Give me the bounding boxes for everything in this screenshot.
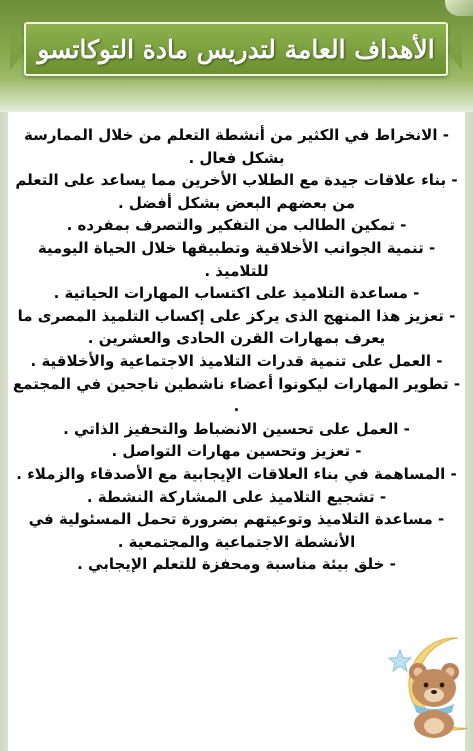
goal-item: - تعزيز هذا المنهج الذى يركز على إكساب التلميذ المصرى ما يعرف بمهارات القرن الحادى والعشرين . [17, 306, 456, 348]
goal-item: - تمكين الطالب من التفكير والتصرف بمفرده . [66, 216, 407, 235]
goal-item: - بناء علاقات جيدة مع الطلاب الأخرين مما يساعد على التعلم من بعضهم البعض بشكل أفضل . [15, 171, 458, 212]
goals-list [10, 124, 463, 576]
goal-item: - مساعدة التلاميذ على اكتساب المهارات الحياتية . [53, 284, 420, 303]
goal-item: - تعزيز وتحسين مهارات التواصل . [111, 442, 362, 461]
goal-item: - العمل على تنمية قدرات التلاميذ الاجتماعية والأخلاقية . [30, 351, 443, 370]
goal-item: - المساهمة في بناء العلاقات الإيجابية مع الأصدقاء والزملاء . [16, 464, 457, 483]
goal-item: - الانخراط في الكثير من أنشطة التعلم من خلال الممارسة بشكل فعال . [24, 126, 449, 167]
page-title: الأهداف العامة لتدريس مادة التوكاتسو [37, 34, 435, 64]
goal-item: - مساعدة التلاميذ وتوعيتهم بضرورة تحمل المسئولية في الأنشطة الاجتماعية والمجتمعية . [28, 510, 445, 551]
goal-item: - خلق بيئة مناسبة ومحفزة للتعلم الإيجابي . [77, 555, 396, 574]
teddy-bear-moon-icon [388, 632, 472, 740]
goal-item: - العمل على تحسين الانضباط والتحفيز الذاتي . [63, 419, 410, 438]
title-banner [10, 18, 462, 80]
goal-item: - تنمية الجوانب الأخلاقية وتطبيقها خلال الحياة اليومية للتلاميذ . [37, 238, 436, 280]
goal-item: - تشجيع التلاميذ على المشاركة النشطة . [86, 487, 387, 506]
goal-item: - تطوير المهارات ليكونوا أعضاء ناشطين ناجحين في المجتمع . [12, 374, 461, 416]
